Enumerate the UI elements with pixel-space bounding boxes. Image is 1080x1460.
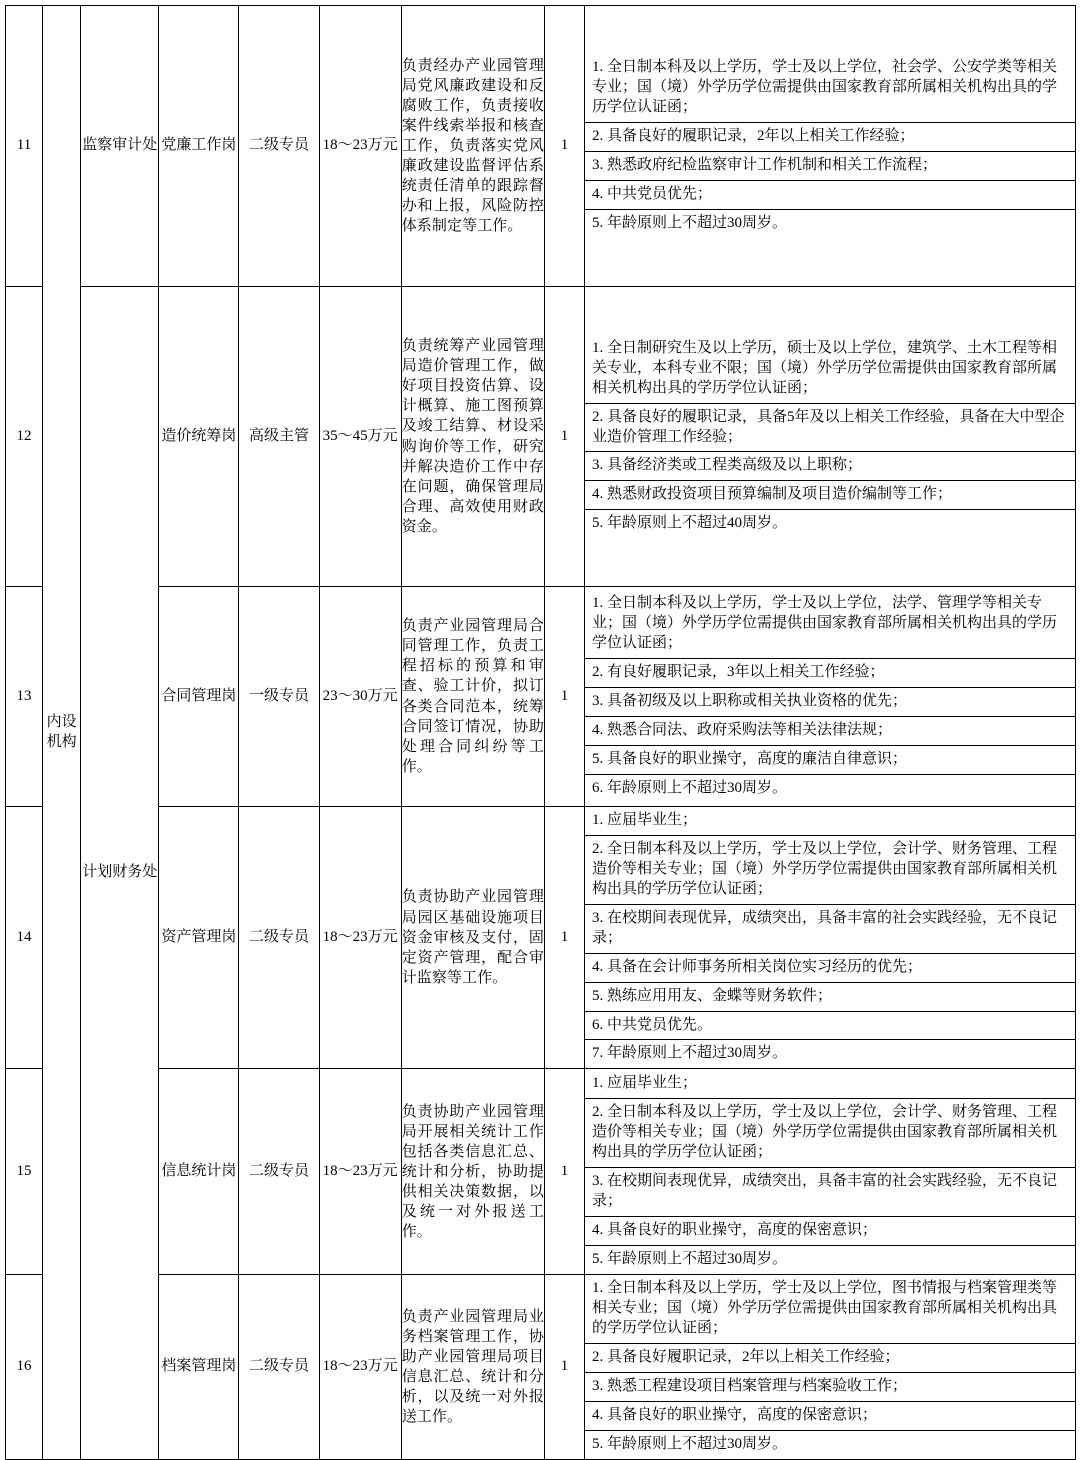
duty-cell: 负责统筹产业园管理局造价管理工作，做好项目投资估算、设计概算、施工图预算及竣工结算、材设采购询价等工作，研究并解决造价工作中存在问题，确保管理局合理、高效使用财政资金。 <box>401 287 544 587</box>
requirement-item: 4. 熟悉财政投资项目预算编制及项目造价编制等工作； <box>585 481 1075 510</box>
requirements-list <box>585 54 1075 238</box>
headcount-cell: 1 <box>544 1069 584 1275</box>
post-name-cell: 党廉工作岗 <box>159 6 239 287</box>
duty-cell: 负责产业园管理局合同管理工作，负责工程招标的预算和审查、验工计价，拟订各类合同范本，统筹合同签订情况，协助处理合同纠纷等工作。 <box>401 587 544 807</box>
post-name-cell: 资产管理岗 <box>159 807 239 1069</box>
headcount-cell: 1 <box>544 587 584 807</box>
requirement-item: 3. 具备经济类或工程类高级及以上职称； <box>585 452 1075 481</box>
requirement-item: 5. 年龄原则上不超过40周岁。 <box>585 510 1075 538</box>
requirements-cell <box>585 6 1076 287</box>
requirements-list <box>585 335 1075 539</box>
requirement-item: 5. 年龄原则上不超过30周岁。 <box>585 1245 1075 1273</box>
requirement-item: 1. 全日制本科及以上学历，学士及以上学位，图书情报与档案管理类等相关专业；国（境）外学历学位需提供由国家教育部所属相关机构出具的学历学位认证函； <box>585 1275 1075 1343</box>
row-number-cell: 12 <box>6 287 43 587</box>
requirement-item: 3. 在校期间表现优异，成绩突出，具备丰富的社会实践经验，无不良记录； <box>585 904 1075 953</box>
post-level-cell: 二级专员 <box>239 6 319 287</box>
requirement-item: 4. 具备良好的职业操守，高度的保密意识； <box>585 1216 1075 1245</box>
requirements-list <box>585 807 1075 1068</box>
requirement-item: 2. 全日制本科及以上学历，学士及以上学位，会计学、财务管理、工程造价等相关专业；国（境）外学历学位需提供由国家教育部所属相关机构出具的学历学位认证函； <box>585 1099 1075 1168</box>
row-number-cell: 15 <box>6 1069 43 1275</box>
post-name-cell: 造价统筹岗 <box>159 287 239 587</box>
requirement-item: 1. 应届毕业生； <box>585 1070 1075 1098</box>
requirements-cell <box>585 1275 1076 1460</box>
requirement-item: 4. 熟悉合同法、政府采购法等相关法律法规； <box>585 716 1075 745</box>
post-name-cell: 合同管理岗 <box>159 587 239 807</box>
department-label: 计划财务处 <box>82 864 158 881</box>
headcount-cell: 1 <box>544 287 584 587</box>
post-name-cell: 信息统计岗 <box>159 1069 239 1275</box>
table-row <box>6 587 1076 807</box>
table-row <box>6 1069 1076 1275</box>
requirement-item: 2. 具备良好履职记录，2年以上相关工作经验； <box>585 1344 1075 1373</box>
duty-cell: 负责经办产业园管理局党风廉政建设和反腐败工作，负责接收案件线索举报和核查工作，负责落实党风廉政建设监督评估系统责任清单的跟踪督办和上报，风险防控体系制定等工作。 <box>401 6 544 287</box>
row-number-cell: 14 <box>6 807 43 1069</box>
headcount-cell: 1 <box>544 1275 584 1460</box>
requirement-item: 2. 有良好履职记录，3年以上相关工作经验； <box>585 659 1075 688</box>
table-row <box>6 807 1076 1069</box>
requirement-item: 2. 全日制本科及以上学历，学士及以上学位，会计学、财务管理、工程造价等相关专业；国（境）外学历学位需提供由国家教育部所属相关机构出具的学历学位认证函； <box>585 835 1075 904</box>
requirement-item: 2. 具备良好的履职记录，具备5年及以上相关工作经验，具备在大中型企业造价管理工作经验； <box>585 403 1075 452</box>
headcount-cell: 1 <box>544 6 584 287</box>
requirements-list <box>585 590 1075 803</box>
table-row <box>6 1275 1076 1460</box>
requirements-cell <box>585 807 1076 1069</box>
requirements-cell <box>585 587 1076 807</box>
requirement-item: 5. 年龄原则上不超过30周岁。 <box>585 1431 1075 1459</box>
requirement-item: 1. 全日制本科及以上学历，学士及以上学位，法学、管理学等相关专业；国（境）外学历学位需提供由国家教育部所属相关机构出具的学历学位认证函； <box>585 590 1075 658</box>
table-row <box>6 287 1076 587</box>
post-name-cell: 档案管理岗 <box>159 1275 239 1460</box>
post-level-cell: 二级专员 <box>239 1275 319 1460</box>
requirement-item: 5. 具备良好的职业操守，高度的廉洁自律意识； <box>585 745 1075 774</box>
requirement-item: 7. 年龄原则上不超过30周岁。 <box>585 1040 1075 1068</box>
duty-cell: 负责协助产业园管理局园区基础设施项目资金审核及支付，固定资产管理，配合审计监察等工作。 <box>401 807 544 1069</box>
requirement-item: 3. 熟悉政府纪检监察审计工作机制和相关工作流程； <box>585 151 1075 180</box>
department-cell: 监察审计处 <box>81 6 159 287</box>
org-category-cell <box>43 6 81 1460</box>
requirement-item: 5. 熟练应用用友、金蝶等财务软件； <box>585 982 1075 1011</box>
requirement-item: 1. 全日制研究生及以上学历，硕士及以上学位，建筑学、土木工程等相关专业，本科专业不限；国（境）外学历学位需提供由国家教育部所属相关机构出具的学历学位认证函； <box>585 335 1075 403</box>
org-category-label: 内设机构 <box>46 714 77 751</box>
salary-range-cell: 18～23万元 <box>319 6 401 287</box>
row-number-cell: 13 <box>6 587 43 807</box>
requirement-item: 3. 熟悉工程建设项目档案管理与档案验收工作； <box>585 1373 1075 1402</box>
requirement-item: 2. 具备良好的履职记录，2年以上相关工作经验； <box>585 123 1075 152</box>
requirement-item: 4. 具备在会计师事务所相关岗位实习经历的优先； <box>585 953 1075 982</box>
requirements-cell <box>585 287 1076 587</box>
requirement-item: 6. 中共党员优先。 <box>585 1011 1075 1040</box>
recruitment-table <box>5 5 1076 1460</box>
requirements-list <box>585 1070 1075 1274</box>
salary-range-cell: 18～23万元 <box>319 1069 401 1275</box>
salary-range-cell: 18～23万元 <box>319 1275 401 1460</box>
duty-cell: 负责产业园管理局业务档案管理工作，协助产业园管理局项目信息汇总、统计和分析，以及统一对外报送工作。 <box>401 1275 544 1460</box>
post-level-cell: 二级专员 <box>239 1069 319 1275</box>
requirement-item: 1. 应届毕业生； <box>585 807 1075 835</box>
post-level-cell: 一级专员 <box>239 587 319 807</box>
post-level-cell: 高级主管 <box>239 287 319 587</box>
salary-range-cell: 23～30万元 <box>319 587 401 807</box>
requirement-item: 6. 年龄原则上不超过30周岁。 <box>585 774 1075 802</box>
post-level-cell: 二级专员 <box>239 807 319 1069</box>
requirement-item: 3. 具备初级及以上职称或相关执业资格的优先； <box>585 688 1075 717</box>
requirement-item: 4. 中共党员优先； <box>585 180 1075 209</box>
row-number-cell: 16 <box>6 1275 43 1460</box>
recruitment-table-sheet <box>0 5 1080 1452</box>
duty-cell: 负责协助产业园管理局开展相关统计工作包括各类信息汇总、统计和分析，协助提供相关决策数据，以及统一对外报送工作。 <box>401 1069 544 1275</box>
requirement-item: 5. 年龄原则上不超过30周岁。 <box>585 209 1075 237</box>
salary-range-cell: 18～23万元 <box>319 807 401 1069</box>
requirements-list <box>585 1275 1075 1459</box>
requirement-item: 4. 具备良好的职业操守，高度的保密意识； <box>585 1402 1075 1431</box>
requirement-item: 1. 全日制本科及以上学历，学士及以上学位，社会学、公安学类等相关专业；国（境）外学历学位需提供由国家教育部所属相关机构出具的学历学位认证函； <box>585 54 1075 122</box>
requirement-item: 3. 在校期间表现优异，成绩突出，具备丰富的社会实践经验，无不良记录； <box>585 1167 1075 1216</box>
department-cell <box>81 287 159 1460</box>
table-row <box>6 6 1076 287</box>
requirements-cell <box>585 1069 1076 1275</box>
row-number-cell: 11 <box>6 6 43 287</box>
headcount-cell: 1 <box>544 807 584 1069</box>
salary-range-cell: 35～45万元 <box>319 287 401 587</box>
